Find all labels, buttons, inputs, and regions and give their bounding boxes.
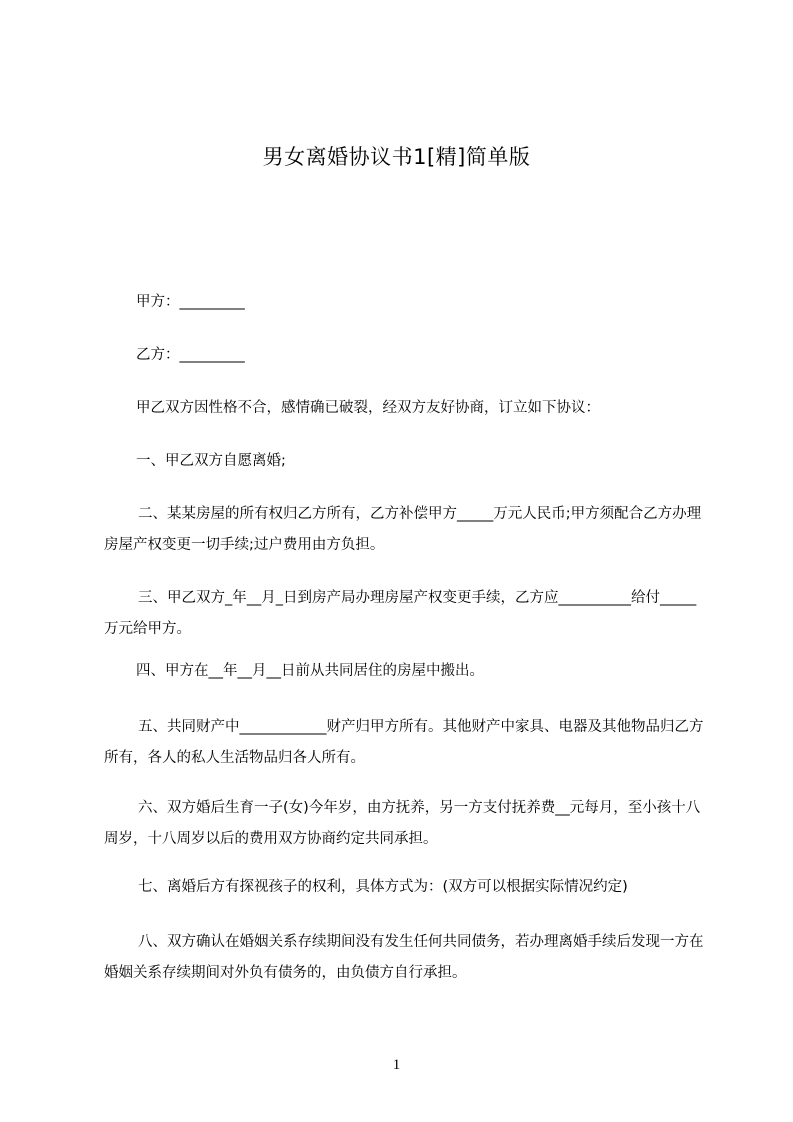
clause-6: 六、双方婚后生育一子(女)今年岁，由方抚养，另一方支付抚养费__元每月，至小孩十八周岁，十八周岁以后的费用双方协商约定共同承担。 — [104, 800, 701, 847]
document-title: 男女离婚协议书1[精]简单版 — [262, 145, 531, 169]
party-b-line: 乙方：_________ — [136, 347, 245, 363]
clause-7: 七、离婚后方有探视孩子的权利，具体方式为：(双方可以根据实际情况约定) — [138, 879, 628, 895]
clause-3: 三、甲乙双方_年__月_日到房产局办理房屋产权变更手续，乙方应__________给付_____万元给甲方。 — [104, 590, 697, 637]
page-number: 1 — [392, 1057, 401, 1073]
clause-1: 一、甲乙双方自愿离婚; — [136, 453, 286, 469]
clause-5: 五、共同财产中____________财产归甲方所有。其他财产中家具、电器及其他物品归乙方所有，各人的私人生活物品归各人所有。 — [104, 719, 704, 766]
preamble-paragraph: 甲乙双方因性格不合，感情确已破裂，经双方友好协商，订立如下协议： — [136, 400, 600, 416]
clause-8: 八、双方确认在婚姻关系存续期间没有发生任何共同债务，若办理离婚手续后发现一方在婚姻关系存续期间对外负有债务的，由负债方自行承担。 — [104, 934, 704, 981]
clause-4: 四、甲方在__年__月__日前从共同居住的房屋中搬出。 — [136, 663, 484, 679]
party-a-line: 甲方：_________ — [136, 294, 245, 310]
clause-2: 二、某某房屋的所有权归乙方所有，乙方补偿甲方_____万元人民币;甲方须配合乙方办理房屋产权变更一切手续;过户费用由方负担。 — [104, 506, 702, 553]
